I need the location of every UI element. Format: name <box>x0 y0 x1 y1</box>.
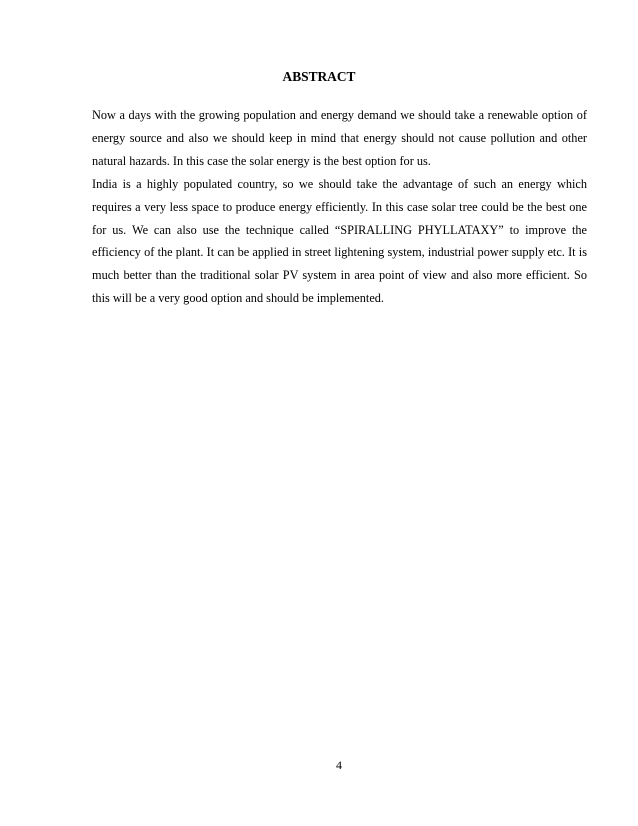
abstract-paragraph-1: Now a days with the growing population and energy demand we should take a renewable option of energy source and also we should keep in mind that energy should not cause pollution and other natural hazards. In this case the solar energy is the best option for us. <box>92 108 587 168</box>
abstract-body <box>92 104 587 310</box>
abstract-heading-text: ABSTRACT <box>282 69 356 84</box>
abstract-paragraph-2: India is a highly populated country, so we should take the advantage of such an energy which requires a very less space to produce energy efficiently. In this case solar tree could be the best one for us. We can also use the technique called “SPIRALLING PHYLLATAXY” to improve the efficiency of the plant. It can be applied in street lightening system, industrial power supply etc. It is much better than the traditional solar PV system in area point of view and also more efficient. So this will be a very good option and should be implemented. <box>92 176 587 306</box>
abstract-heading <box>0 67 638 87</box>
page-number: 4 <box>336 758 342 772</box>
